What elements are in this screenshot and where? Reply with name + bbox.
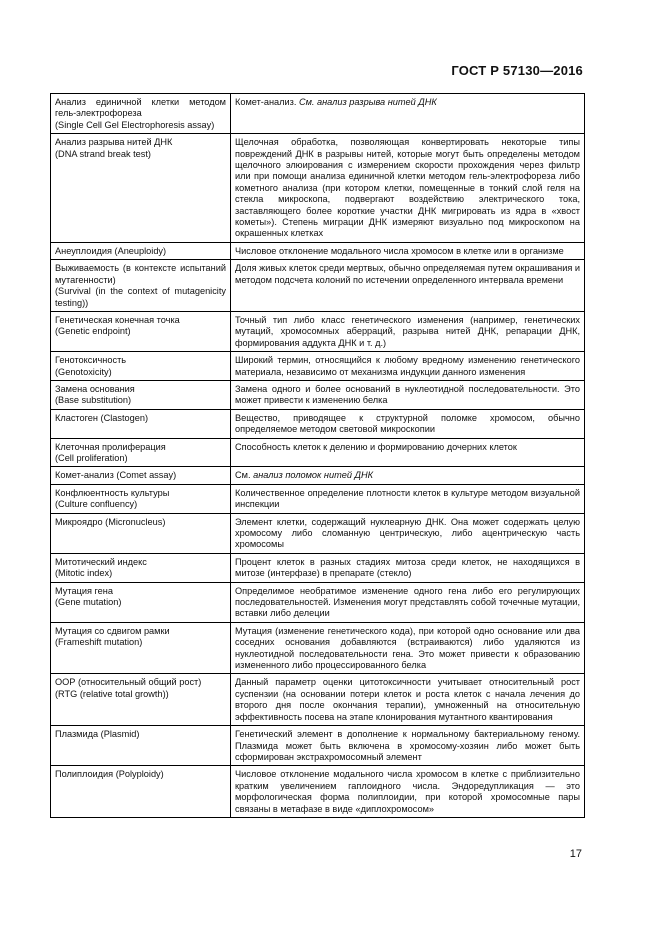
table-row: [51, 467, 585, 484]
term-cell: [51, 513, 231, 553]
definition-text: Числовое отклонение модального числа хромосом в клетке с приблизительно кратким увеличением гаплоидного числа. Эндоредупликация — это морфологическая форма полиплоидии, при которой хромосомные пары связаны в метафазе в виде «диплохромосом»: [235, 769, 580, 814]
table-row: [51, 242, 585, 259]
term-name: Комет-анализ (Comet assay): [55, 470, 177, 481]
term-english: (Frameshift mutation): [55, 637, 143, 648]
table-row: [51, 553, 585, 582]
cross-reference: анализ поломок нитей ДНК: [253, 470, 374, 481]
term-name: Полиплоидия (Polyploidy): [55, 769, 164, 780]
table-row: [51, 674, 585, 726]
definition-cell: [231, 409, 585, 438]
term-english: (Genotoxicity): [55, 366, 112, 377]
term-english: (Genetic endpoint): [55, 326, 131, 337]
definition-text: Генетический элемент в дополнение к нормальному бактериальному геному. Плазмида может быть включена в хромосому-хозяин либо может быть сформирован экстрахромосомный элемент: [235, 729, 580, 762]
definition-cell: [231, 352, 585, 381]
term-name: Генотоксичность: [55, 355, 127, 366]
term-name: Генетическая конечная точка: [55, 314, 180, 325]
term-english: (Single Cell Gel Electrophoresis assay): [55, 119, 215, 130]
term-cell: [51, 582, 231, 622]
table-row: [51, 622, 585, 674]
definition-text: Точный тип либо класс генетического изменения (например, генетических мутаций, хромосомных аберраций, разрыва нитей ДНК, репарации ДНК, формирования аддукта ДНК и т. д.): [235, 314, 580, 348]
term-cell: [51, 311, 231, 351]
definition-cell: [231, 484, 585, 513]
definition-cell: [231, 380, 585, 409]
definition-cell: [231, 242, 585, 259]
term-english: (RTG (relative total growth)): [55, 688, 169, 699]
term-cell: [51, 409, 231, 438]
term-name: Анализ разрыва нитей ДНК: [55, 137, 173, 148]
table-row: [51, 409, 585, 438]
definition-cell: [231, 94, 585, 134]
definition-cell: [231, 726, 585, 766]
definition-text: Процент клеток в разных стадиях митоза среди клеток, не находящихся в митозе (интерфазе) в препарате (стекло): [235, 556, 580, 579]
term-cell: [51, 260, 231, 312]
definition-cell: [231, 766, 585, 818]
terms-table-body: [51, 94, 585, 818]
term-name: Мутация гена: [55, 585, 113, 596]
definition-text: Замена одного и более оснований в нуклеотидной последовательности. Это может привести к изменению белка: [235, 383, 580, 406]
definition-cell: [231, 513, 585, 553]
term-cell: [51, 766, 231, 818]
definition-text: Щелочная обработка, позволяющая конвертировать некоторые типы повреждений ДНК в разрывы нитей, которые могут быть определены методом щелочного элюирования с измерением скорости прохождения через фильтр или при помощи анализа единичной клетки методом гель-электрофореза либо кометного анализа (при котором клетки, помещенные в тонкий слой геля на стекла микроскопа, подвергают воздействию электрического тока, заставляющего более короткие участки ДНК мигрировать из ядра в «хвост кометы»). Степень миграции ДНК измеряют визуально под микроскопом на окрашенных клетках: [235, 137, 580, 239]
term-cell: [51, 467, 231, 484]
table-row: [51, 134, 585, 243]
definition-cell: [231, 674, 585, 726]
table-row: [51, 484, 585, 513]
term-english: (DNA strand break test): [55, 148, 151, 159]
definition-text: Элемент клетки, содержащий нуклеарную ДНК. Она может содержать целую хромосому либо сломанную центрическую, либо ацентрическую часть хромосомы: [235, 516, 580, 550]
definition-text: Доля живых клеток среди мертвых, обычно определяемая путем окрашивания и методом подсчета колоний по истечении определенного интервала времени: [235, 263, 580, 285]
table-row: [51, 352, 585, 381]
definition-text: Количественное определение плотности клеток в культуре методом визуальной инспекции: [235, 487, 580, 510]
definition-cell: [231, 438, 585, 467]
term-english: (Cell proliferation): [55, 452, 128, 463]
term-name: Конфлюентность культуры: [55, 487, 170, 498]
terms-table: [50, 93, 585, 818]
term-name: Микроядро (Micronucleus): [55, 516, 166, 527]
definition-text: См.: [235, 470, 251, 481]
term-cell: [51, 553, 231, 582]
table-row: [51, 582, 585, 622]
term-name: Кластоген (Clastogen): [55, 412, 149, 423]
table-row: [51, 260, 585, 312]
definition-text: Вещество, приводящее к структурной поломке хромосом, обычно определяемое методом световой микроскопии: [235, 412, 580, 435]
definition-cell: [231, 311, 585, 351]
term-english: (Base substitution): [55, 395, 132, 406]
table-row: [51, 94, 585, 134]
term-cell: [51, 134, 231, 243]
table-row: [51, 380, 585, 409]
term-english: (Mitotic index): [55, 568, 113, 579]
term-name: Плазмида (Plasmid): [55, 729, 140, 740]
term-name: Замена основания: [55, 383, 135, 394]
definition-text: Числовое отклонение модального числа хромосом в клетке или в организме: [235, 245, 564, 256]
cross-reference: См. анализ разрыва нитей ДНК: [298, 97, 437, 107]
definition-text: Определимое необратимое изменение одного гена либо его регулирующих последовательностей. Изменения могут представлять собой точечные мутации, вставки либо делеции: [235, 585, 580, 619]
term-name: Клеточная пролиферация: [55, 441, 166, 452]
term-cell: [51, 242, 231, 259]
term-name: Митотический индекс: [55, 556, 147, 567]
term-cell: [51, 484, 231, 513]
table-row: [51, 766, 585, 818]
term-cell: [51, 622, 231, 674]
term-english: (Culture confluency): [55, 499, 138, 510]
standard-header: ГОСТ Р 57130—2016: [451, 63, 583, 78]
term-english: (Survival (in the context of mutagenicity testing)): [55, 286, 226, 308]
term-english: (Gene mutation): [55, 597, 122, 608]
page-number: 17: [569, 848, 582, 860]
term-cell: [51, 726, 231, 766]
definition-cell: [231, 553, 585, 582]
term-cell: [51, 674, 231, 726]
term-name: Мутация со сдвигом рамки: [55, 625, 170, 636]
definition-text: Мутация (изменение генетического кода), при которой одно основание или два соседних основания добавляются (встраиваются) либо удаляются из нуклеотидной последовательности гена. Это может привести к образованию измененного либо процессированного белка: [235, 625, 580, 671]
table-row: [51, 513, 585, 553]
definition-cell: [231, 467, 585, 484]
table-row: [51, 311, 585, 351]
definition-text: Комет-анализ.: [235, 97, 297, 107]
definition-cell: [231, 582, 585, 622]
definition-text: Способность клеток к делению и формированию дочерних клеток: [235, 441, 517, 452]
term-name: Анеуплоидия (Aneuploidy): [55, 245, 167, 256]
definition-text: Широкий термин, относящийся к любому вредному изменению генетического материала, независимо от механизма индукции данного изменения: [235, 355, 580, 377]
term-cell: [51, 352, 231, 381]
definition-cell: [231, 622, 585, 674]
term-name: Анализ единичной клетки методом гель-электрофореза: [55, 97, 226, 119]
term-cell: [51, 94, 231, 134]
definition-cell: [231, 260, 585, 312]
term-cell: [51, 438, 231, 467]
table-row: [51, 438, 585, 467]
definition-text: Данный параметр оценки цитотоксичности учитывает относительный рост суспензии (на основании потери клеток и роста клеток с начала лечения до второго дня после окончания терапии), умноженный на относительную эффективность посева на этапе клонирования мутантного квантирования: [235, 677, 580, 722]
table-row: [51, 726, 585, 766]
term-name: ООР (относительный общий рост): [55, 677, 202, 688]
definition-cell: [231, 134, 585, 243]
term-cell: [51, 380, 231, 409]
term-name: Выживаемость (в контексте испытаний мутагенности): [55, 263, 226, 285]
